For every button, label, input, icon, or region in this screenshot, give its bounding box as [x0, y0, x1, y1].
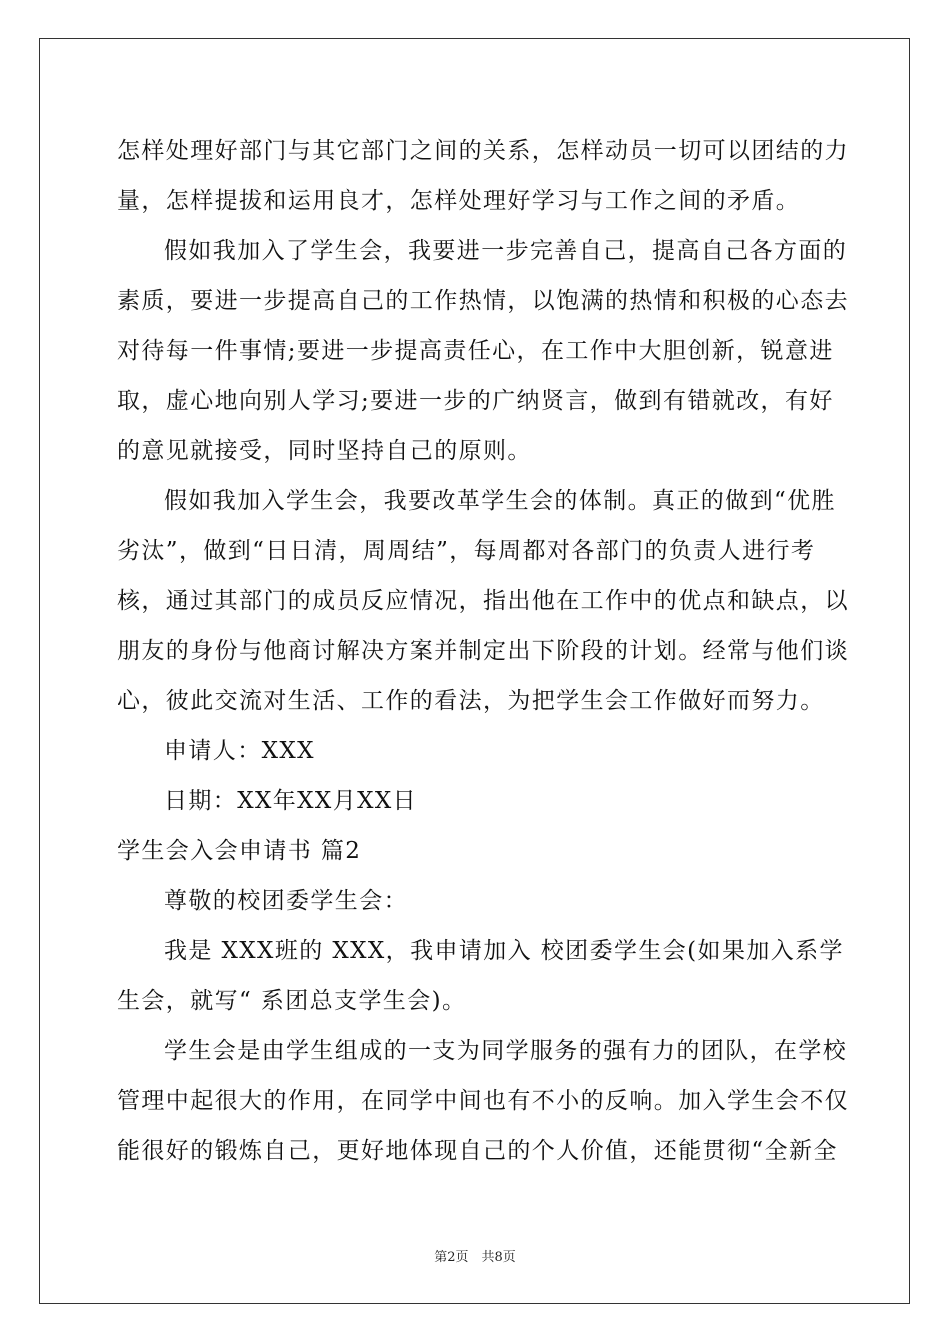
body-line: 怎样处理好部门与其它部门之间的关系，怎样动员一切可以团结的力: [117, 138, 849, 164]
section-heading: 学生会入会申请书 篇2: [117, 838, 362, 864]
date-line: 日期：XX年XX月XX日: [164, 788, 418, 814]
body-line: 的意见就接受，同时坚持自己的原则。: [117, 438, 532, 464]
body-line: 对待每一件事情;要进一步提高责任心，在工作中大胆创新，锐意进: [117, 338, 834, 364]
body-line: 心，彼此交流对生活、工作的看法，为把学生会工作做好而努力。: [117, 688, 825, 714]
document-body: [117, 126, 849, 1176]
salutation-line: 尊敬的校团委学生会：: [164, 888, 408, 914]
body-line: 劣汰”，做到“日日清，周周结”，每周都对各部门的负责人进行考: [117, 538, 816, 564]
body-line: 假如我加入了学生会，我要进一步完善自己，提高自己各方面的: [164, 238, 848, 264]
body-line: 我是 XXX班的 XXX，我申请加入 校团委学生会(如果加入系学: [164, 938, 844, 964]
body-line: 取，虚心地向别人学习;要进一步的广纳贤言，做到有错就改，有好: [117, 388, 834, 414]
page-number-footer: 第2页 共8页: [434, 1250, 516, 1265]
body-line: 能很好的锻炼自己，更好地体现自己的个人价值，还能贯彻“全新全: [117, 1138, 838, 1164]
applicant-line: 申请人：XXX: [164, 738, 315, 764]
body-line: 量，怎样提拔和运用良才，怎样处理好学习与工作之间的矛盾。: [117, 188, 801, 214]
body-line: 核，通过其部门的成员反应情况，指出他在工作中的优点和缺点，以: [117, 588, 849, 614]
body-line: 生会，就写“ 系团总支学生会)。: [117, 988, 467, 1014]
body-line: 管理中起很大的作用，在同学中间也有不小的反响。加入学生会不仅: [117, 1088, 849, 1114]
body-line: 素质，要进一步提高自己的工作热情，以饱满的热情和积极的心态去: [117, 288, 849, 314]
body-line: 朋友的身份与他商讨解决方案并制定出下阶段的计划。经常与他们谈: [117, 638, 849, 664]
body-line: 假如我加入学生会，我要改革学生会的体制。真正的做到“优胜: [164, 488, 836, 514]
body-line: 学生会是由学生组成的一支为同学服务的强有力的团队，在学校: [164, 1038, 848, 1064]
